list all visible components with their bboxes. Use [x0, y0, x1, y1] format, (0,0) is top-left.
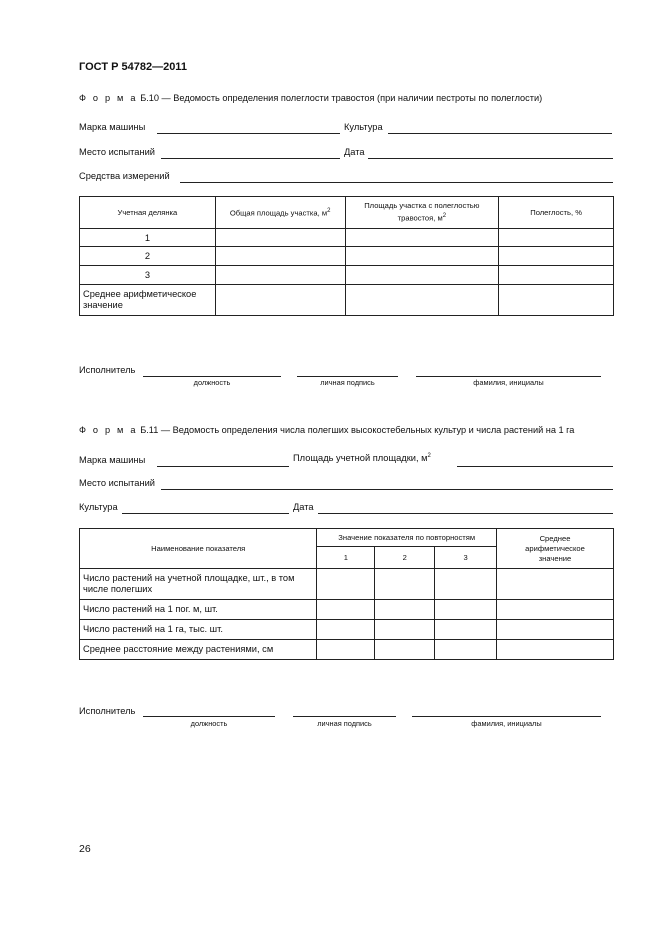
table-cell[interactable]: [375, 640, 435, 660]
form11-signature-caption: личная подпись: [317, 719, 372, 728]
form10-header-plot: Учетная делянка: [80, 197, 216, 229]
form11-date-label: Дата: [293, 502, 314, 512]
table-cell[interactable]: [435, 600, 497, 620]
table-row: [80, 620, 614, 640]
table-row: [80, 247, 614, 266]
form11-name-caption: фамилия, инициалы: [471, 719, 542, 728]
form11-culture-label: Культура: [79, 502, 118, 512]
form11-title: [79, 425, 574, 435]
form11-header-group: Значение показателя по повторностям: [317, 529, 497, 547]
table-cell[interactable]: [215, 229, 345, 247]
form10-culture-label: Культура: [344, 122, 383, 132]
form11-machine-field[interactable]: [157, 466, 289, 467]
form10-culture-field[interactable]: [388, 133, 612, 134]
table-cell[interactable]: [499, 229, 614, 247]
table-cell[interactable]: [345, 285, 499, 316]
table-cell[interactable]: [497, 569, 614, 600]
table-cell[interactable]: [345, 229, 499, 247]
table-cell[interactable]: [497, 600, 614, 620]
table-cell[interactable]: [317, 569, 375, 600]
form10-signature-field[interactable]: [297, 376, 398, 377]
form11-table: [79, 528, 614, 660]
form10-machine-field[interactable]: [157, 133, 340, 134]
table-cell[interactable]: [375, 620, 435, 640]
form10-header-lodging: Полеглость, %: [499, 197, 614, 229]
form10-row-label: 1: [80, 229, 216, 247]
form11-header-repeat: 2: [375, 547, 435, 569]
form10-header-lodged-area-text: Площадь участка с полеглостью травостоя, м: [364, 201, 480, 223]
form11-area-field[interactable]: [457, 466, 613, 467]
table-cell[interactable]: [499, 266, 614, 285]
table-row: [80, 285, 614, 316]
form10-place-label: Место испытаний: [79, 147, 155, 157]
form10-date-field[interactable]: [368, 158, 613, 159]
form10-machine-label: Марка машины: [79, 122, 146, 132]
form11-place-label: Место испытаний: [79, 478, 155, 488]
page-number: 26: [79, 843, 91, 855]
form10-header-total-area-exp: 2: [327, 208, 331, 215]
table-row: [80, 640, 614, 660]
form11-header-repeat: 3: [435, 547, 497, 569]
table-cell[interactable]: [499, 285, 614, 316]
table-cell[interactable]: [317, 640, 375, 660]
table-cell[interactable]: [215, 247, 345, 266]
form11-prefix: Ф о р м а: [79, 425, 138, 435]
form11-signature-field[interactable]: [293, 716, 396, 717]
form11-title-text: Б.11 — Ведомость определения числа полегших высокостебельных культур и числа растений на 1 га: [140, 425, 575, 435]
form10-executor-label: Исполнитель: [79, 365, 136, 375]
form10-row-label: 2: [80, 247, 216, 266]
form11-row-label: Число растений на учетной площадке, шт., в том числе полегших: [80, 569, 317, 600]
form11-position-field[interactable]: [143, 716, 275, 717]
table-cell[interactable]: [317, 600, 375, 620]
form10-title-text: Б.10 — Ведомость определения полеглости травостоя (при наличии пестроты по полеглости): [140, 93, 543, 103]
table-cell[interactable]: [435, 640, 497, 660]
form10-title: [79, 93, 542, 103]
form11-header-name: Наименование показателя: [80, 529, 317, 569]
form10-date-label: Дата: [344, 147, 365, 157]
form10-header-total-area-text: Общая площадь участка, м: [229, 208, 328, 218]
table-row: [80, 569, 614, 600]
form10-place-field[interactable]: [161, 158, 340, 159]
table-cell[interactable]: [215, 266, 345, 285]
form10-row-label: 3: [80, 266, 216, 285]
form11-area-exp: 2: [427, 453, 431, 459]
form10-position-field[interactable]: [143, 376, 281, 377]
form11-position-caption: должность: [190, 719, 228, 728]
table-cell[interactable]: [497, 640, 614, 660]
form10-row-label: Среднее арифметическое значение: [80, 285, 216, 316]
table-row: [80, 600, 614, 620]
form10-tools-field[interactable]: [180, 182, 613, 183]
table-cell[interactable]: [345, 266, 499, 285]
form10-name-caption: фамилия, инициалы: [473, 378, 544, 387]
table-cell[interactable]: [435, 569, 497, 600]
form10-table: [79, 196, 614, 316]
form10-signature-caption: личная подпись: [320, 378, 375, 387]
table-cell[interactable]: [375, 569, 435, 600]
table-cell[interactable]: [375, 600, 435, 620]
form10-position-caption: должность: [193, 378, 231, 387]
table-cell[interactable]: [435, 620, 497, 640]
table-row: [80, 266, 614, 285]
form10-header-lodged-area: [345, 197, 499, 229]
form11-header-mean: Среднее арифметическое значение: [497, 529, 614, 569]
form10-tools-label: Средства измерений: [79, 171, 170, 181]
table-cell[interactable]: [499, 247, 614, 266]
form11-place-field[interactable]: [161, 489, 613, 490]
document-id: ГОСТ Р 54782—2011: [79, 61, 187, 73]
table-cell[interactable]: [317, 620, 375, 640]
form10-name-field[interactable]: [416, 376, 601, 377]
form11-executor-label: Исполнитель: [79, 706, 136, 716]
form11-header-repeat: 1: [317, 547, 375, 569]
form10-header-lodged-area-exp: 2: [442, 213, 447, 220]
table-cell[interactable]: [345, 247, 499, 266]
form11-name-field[interactable]: [412, 716, 601, 717]
form11-area-label: [293, 453, 431, 463]
form11-culture-field[interactable]: [122, 513, 289, 514]
form11-date-field[interactable]: [318, 513, 613, 514]
form11-row-label: Число растений на 1 га, тыс. шт.: [80, 620, 317, 640]
form11-machine-label: Марка машины: [79, 455, 146, 465]
table-row: [80, 229, 614, 247]
form11-row-label: Число растений на 1 пог. м, шт.: [80, 600, 317, 620]
form10-prefix: Ф о р м а: [79, 93, 138, 103]
form10-header-total-area: [215, 197, 345, 229]
form11-area-label-text: Площадь учетной площадки, м: [293, 453, 428, 464]
table-cell[interactable]: [497, 620, 614, 640]
form11-row-label: Среднее расстояние между растениями, см: [80, 640, 317, 660]
table-cell[interactable]: [215, 285, 345, 316]
